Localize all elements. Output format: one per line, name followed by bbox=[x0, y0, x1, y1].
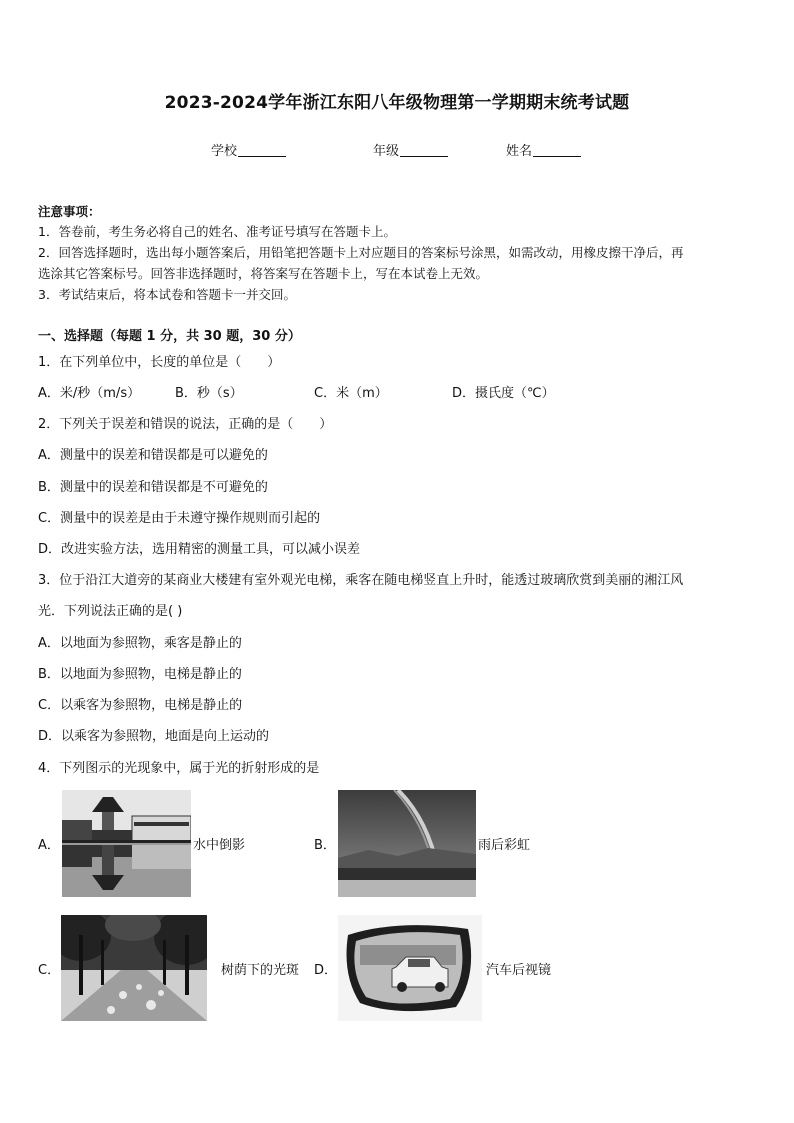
name-field bbox=[506, 140, 581, 159]
q1-option-b: B．秒（s） bbox=[175, 386, 243, 401]
q1-option-d: D．摄氏度（℃） bbox=[452, 386, 555, 401]
grade-label: 年级 bbox=[373, 144, 400, 159]
school-field bbox=[211, 140, 286, 159]
q2-option-c: C．测量中的误差是由于未遵守操作规则而引起的 bbox=[38, 511, 321, 526]
q3-option-a: A．以地面为参照物，乘客是静止的 bbox=[38, 636, 242, 651]
q1-option-c: C．米（m） bbox=[314, 386, 388, 401]
q4-option-d-letter: D． bbox=[314, 963, 338, 978]
q2-option-b: B．测量中的误差和错误都是不可避免的 bbox=[38, 480, 268, 495]
q4-option-b-caption: 雨后彩虹 bbox=[478, 838, 531, 853]
pagoda-reflection-image bbox=[62, 790, 191, 897]
q2-option-d: D．改进实验方法，选用精密的测量工具，可以减小误差 bbox=[38, 542, 361, 557]
name-blank bbox=[533, 144, 581, 157]
q3-option-d: D．以乘客为参照物，地面是向上运动的 bbox=[38, 729, 270, 744]
notice-item-2-cont: 选涂其它答案标号。回答非选择题时，将答案写在答题卡上，写在本试卷上无效。 bbox=[38, 266, 489, 281]
rainbow-image bbox=[338, 790, 476, 897]
q2-option-a: A．测量中的误差和错误都是可以避免的 bbox=[38, 448, 268, 463]
q4-option-d-caption: 汽车后视镜 bbox=[486, 963, 552, 978]
notice-item-3: 3．考试结束后，将本试卷和答题卡一并交回。 bbox=[38, 287, 296, 302]
notice-item-1: 1．答卷前，考生务必将自己的姓名、准考证号填写在答题卡上。 bbox=[38, 224, 396, 239]
tree-shadow-image bbox=[61, 915, 207, 1021]
car-mirror-image bbox=[338, 915, 482, 1021]
notice-heading: 注意事项： bbox=[38, 204, 101, 219]
q4-option-a-letter: A． bbox=[38, 838, 60, 853]
school-blank bbox=[238, 144, 286, 157]
q3-option-c: C．以乘客为参照物，电梯是静止的 bbox=[38, 698, 243, 713]
section-heading: 一、选择题（每题 1 分，共 30 题，30 分） bbox=[38, 329, 301, 344]
q2-stem: 2．下列关于误差和错误的说法，正确的是（ ） bbox=[38, 417, 333, 432]
q3-stem-line-1: 3．位于沿江大道旁的某商业大楼建有室外观光电梯，乘客在随电梯竖直上升时，能透过玻璃欣赏到美丽的湘江风 bbox=[38, 573, 684, 588]
grade-blank bbox=[400, 144, 448, 157]
notice-item-2: 2．回答选择题时，选出每小题答案后，用铅笔把答题卡上对应题目的答案标号涂黑，如需改动，用橡皮擦干净后，再 bbox=[38, 245, 684, 260]
q4-option-c-caption: 树荫下的光斑 bbox=[221, 963, 300, 978]
q3-stem-line-2: 光．下列说法正确的是( ) bbox=[38, 604, 183, 619]
q1-stem: 1．在下列单位中，长度的单位是（ ） bbox=[38, 355, 281, 370]
q1-option-a: A．米/秒（m/s） bbox=[38, 386, 141, 401]
q4-option-b-letter: B． bbox=[314, 838, 336, 853]
exam-title: 2023-2024学年浙江东阳八年级物理第一学期期末统考试题 bbox=[164, 93, 630, 113]
school-label: 学校 bbox=[211, 144, 238, 159]
q3-option-b: B．以地面为参照物，电梯是静止的 bbox=[38, 667, 242, 682]
q4-stem: 4．下列图示的光现象中，属于光的折射形成的是 bbox=[38, 761, 320, 776]
name-label: 姓名 bbox=[506, 144, 533, 159]
q4-option-a-caption: 水中倒影 bbox=[193, 838, 246, 853]
q4-option-c-letter: C． bbox=[38, 963, 61, 978]
grade-field bbox=[373, 140, 448, 159]
